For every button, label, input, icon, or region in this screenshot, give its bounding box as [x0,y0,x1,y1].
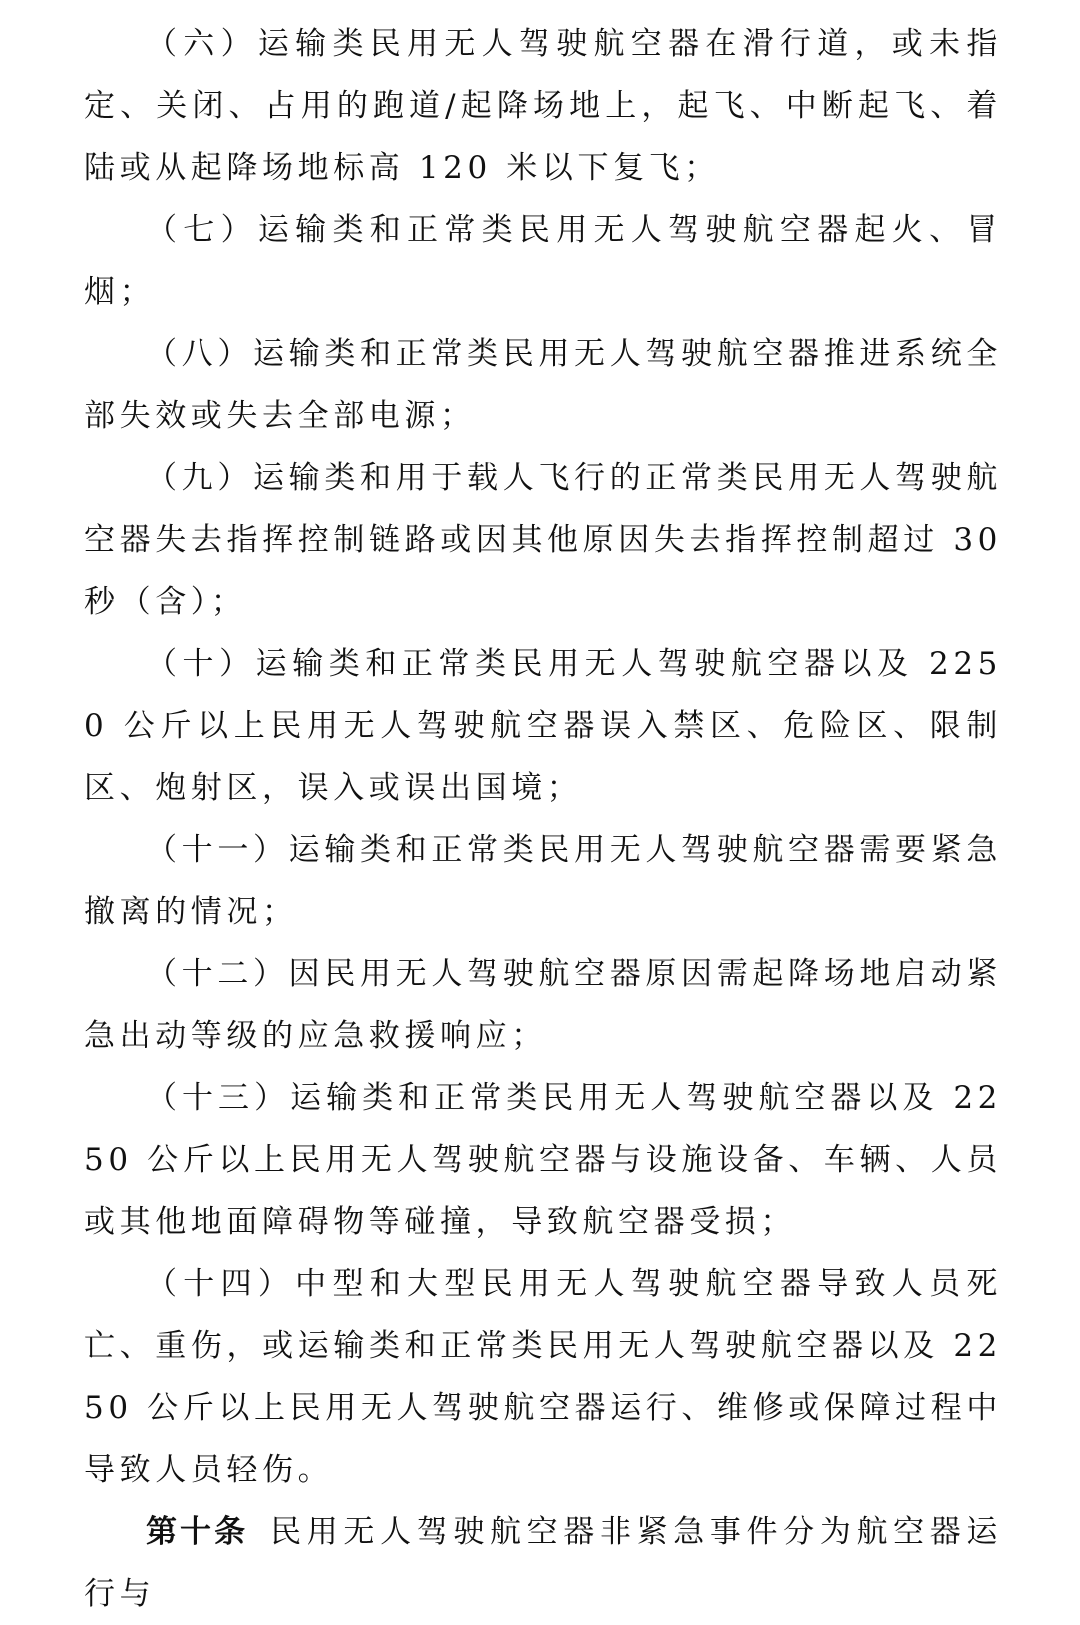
clause-13: （十三）运输类和正常类民用无人驾驶航空器以及 2250 公斤以上民用无人驾驶航空器与设施设备、车辆、人员或其他地面障碍物等碰撞，导致航空器受损； [84,1080,1002,1240]
clause-11: （十一）运输类和正常类民用无人驾驶航空器需要紧急撤离的情况； [84,832,1002,930]
clause-9: （九）运输类和用于载人飞行的正常类民用无人驾驶航空器失去指挥控制链路或因其他原因失去指挥控制超过 30 秒（含）； [84,460,1002,620]
clause-6: （六）运输类民用无人驾驶航空器在滑行道，或未指定、关闭、占用的跑道/起降场地上，起飞、中断起飞、着陆或从起降场地标高 120 米以下复飞； [84,26,1002,186]
article-text: 民用无人驾驶航空器非紧急事件分为航空器运行与 [84,1514,1003,1612]
clause-14: （十四）中型和大型民用无人驾驶航空器导致人员死亡、重伤，或运输类和正常类民用无人驾驶航空器以及 2250 公斤以上民用无人驾驶航空器运行、维修或保障过程中导致人员轻伤。 [84,1266,1002,1488]
clause-10: （十）运输类和正常类民用无人驾驶航空器以及 2250 公斤以上民用无人驾驶航空器误入禁区、危险区、限制区、炮射区，误入或误出国境； [84,646,1002,806]
article-10 [84,1501,1002,1625]
article-label: 第十条 [146,1514,249,1550]
clause-7: （七）运输类和正常类民用无人驾驶航空器起火、冒烟； [84,212,1002,310]
clause-12: （十二）因民用无人驾驶航空器原因需起降场地启动紧急出动等级的应急救援响应； [84,956,1002,1054]
clause-8: （八）运输类和正常类民用无人驾驶航空器推进系统全部失效或失去全部电源； [84,336,1002,434]
